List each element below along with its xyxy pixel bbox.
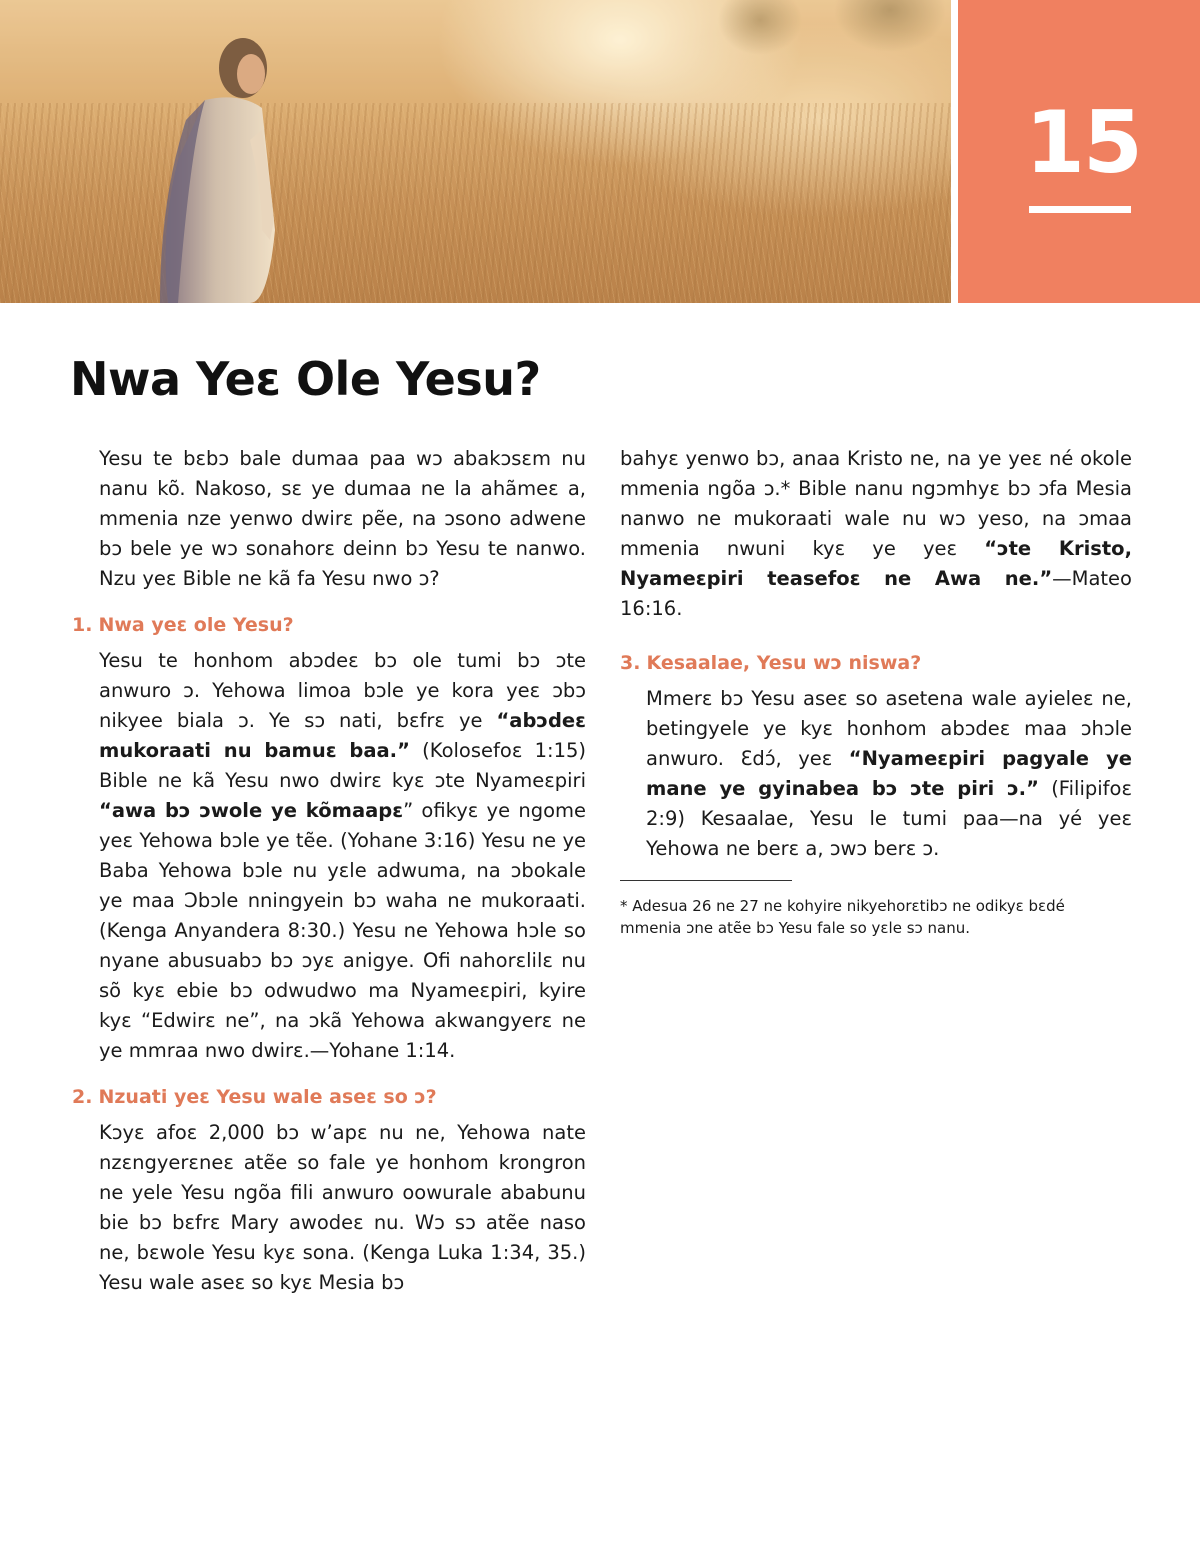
question-3-heading: [620, 648, 1132, 678]
header-photo: [0, 0, 951, 303]
page-title: Nwa Yeɛ Ole Yesu?: [70, 352, 541, 406]
answer-1-text-b: (Kolosefoɛ 1:15) Bible ne kã Yesu nwo dwirɛ kyɛ ɔte Nyameɛpiri: [99, 739, 586, 792]
question-1-text: Nwa yeɛ ole Yesu?: [98, 614, 294, 636]
chapter-underline: [1029, 206, 1131, 213]
chapter-number: 15: [1025, 93, 1141, 193]
answer-1-text-a: Yesu te honhom abɔdeɛ bɔ ole tumi bɔ ɔte anwuro ɔ. Yehowa limoa bɔle ye kora yeɛ ɔbɔ nikyee biala ɔ. Ye sɔ nati, bɛfrɛ ye: [99, 649, 586, 732]
answer-1-quote-b: “awa bɔ ɔwole ye kõmaapɛ: [99, 799, 404, 822]
question-2-heading: [72, 1082, 586, 1112]
answer-2-reference: —Mateo 16:16.: [620, 567, 1132, 620]
right-column: [620, 444, 1132, 939]
question-1-heading: [72, 610, 586, 640]
question-3-text: Kesaalae, Yesu wɔ niswa?: [646, 652, 922, 674]
question-3-number: 3.: [620, 652, 641, 674]
answer-3-text-a: Mmerɛ bɔ Yesu aseɛ so asetena wale ayieleɛ ne, betingyele ye kyɛ honhom abɔdeɛ maa ɔhɔle anwuro. Ɛdɔ́, yeɛ: [646, 687, 1132, 770]
chapter-badge: [958, 0, 1200, 303]
answer-1-paragraph: [72, 646, 586, 1066]
answer-2-paragraph: Kɔyɛ afoɛ 2,000 bɔ w’apɛ nu ne, Yehowa nate nzɛngyerɛneɛ atẽe so fale ye honhom krongron ne yele Yesu ngõa fili anwuro oowurale ababunu bie bɔ bɛfrɛ Mary awodeɛ nu. Wɔ sɔ atẽe naso ne, bɛwole Yesu kyɛ sona. (Kenga Luka 1:34, 35.) Yesu wale aseɛ so kyɛ Mesia bɔ: [99, 1121, 586, 1294]
question-1-number: 1.: [72, 614, 93, 636]
answer-2-continuation: [620, 444, 1132, 624]
left-column: [72, 444, 586, 1314]
answer-3-text-b: (Filipifoɛ 2:9) Kesaalae, Yesu le tumi paa—na yé yeɛ Yehowa ne berɛ a, ɔwɔ berɛ ɔ.: [646, 777, 1132, 860]
question-2-text: Nzuati yeɛ Yesu wale aseɛ so ɔ?: [98, 1086, 437, 1108]
answer-2-text-b: bahyɛ yenwo bɔ, anaa Kristo ne, na ye yeɛ né okole mmenia ngõa ɔ.* Bible nanu ngɔmhyɛ bɔ ɔfa Mesia nanwo ne mukoraati wale nu wɔ yeso, na ɔmaa mmenia nwuni kyɛ ye yeɛ: [620, 447, 1132, 560]
jesus-figure-illustration: [0, 0, 951, 303]
answer-3-paragraph: [620, 684, 1132, 864]
intro-paragraph: Yesu te bɛbɔ bale dumaa paa wɔ abakɔsɛm nu nanu kõ. Nakoso, sɛ ye dumaa ne la ahãmeɛ a, mmenia nze yenwo dwirɛ pẽe, na ɔsono adwene bɔ bele ye wɔ sonahorɛ deinn bɔ Yesu te nanwo. Nzu yeɛ Bible ne kã fa Yesu nwo ɔ?: [99, 447, 586, 590]
answer-2-quote: “ɔte Kristo, Nyameɛpiri teasefoɛ ne Awa ne.”: [620, 537, 1132, 590]
answer-1-text-c: ” ofikyɛ ye ngome yeɛ Yehowa bɔle ye tẽe. (Yohane 3:16) Yesu ne ye Baba Yehowa bɔle nu yɛle adwuma, na ɔbokale ye maa Ɔbɔle nningyein bɔ waha ne mukoraati. (Kenga Anyandera 8:30.) Yesu ne Yehowa hɔle so nyane abusuabɔ bɔ ɔyɛ anigye. Ofi nahorɛlilɛ nu sõ kyɛ ebie bɔ odwudwo ma Nyameɛpiri, kyire kyɛ “Edwirɛ ne”, na ɔkã Yehowa akwangyerɛ ne ye mmraa nwo dwirɛ.—Yohane 1:14.: [99, 799, 586, 1062]
answer-3-quote: “Nyameɛpiri pagyale ye mane ye gyinabea bɔ ɔte piri ɔ.”: [646, 747, 1133, 800]
footnote: * Adesua 26 ne 27 ne kohyire nikyehorɛtibɔ ne odikyɛ bɛdé mmenia ɔne atẽe bɔ Yesu fale so yɛle sɔ nanu.: [620, 897, 1065, 937]
footnote-divider: [620, 880, 792, 881]
answer-1-quote-a: “abɔdeɛ mukoraati nu bamuɛ baa.”: [99, 709, 586, 762]
question-2-number: 2.: [72, 1086, 93, 1108]
